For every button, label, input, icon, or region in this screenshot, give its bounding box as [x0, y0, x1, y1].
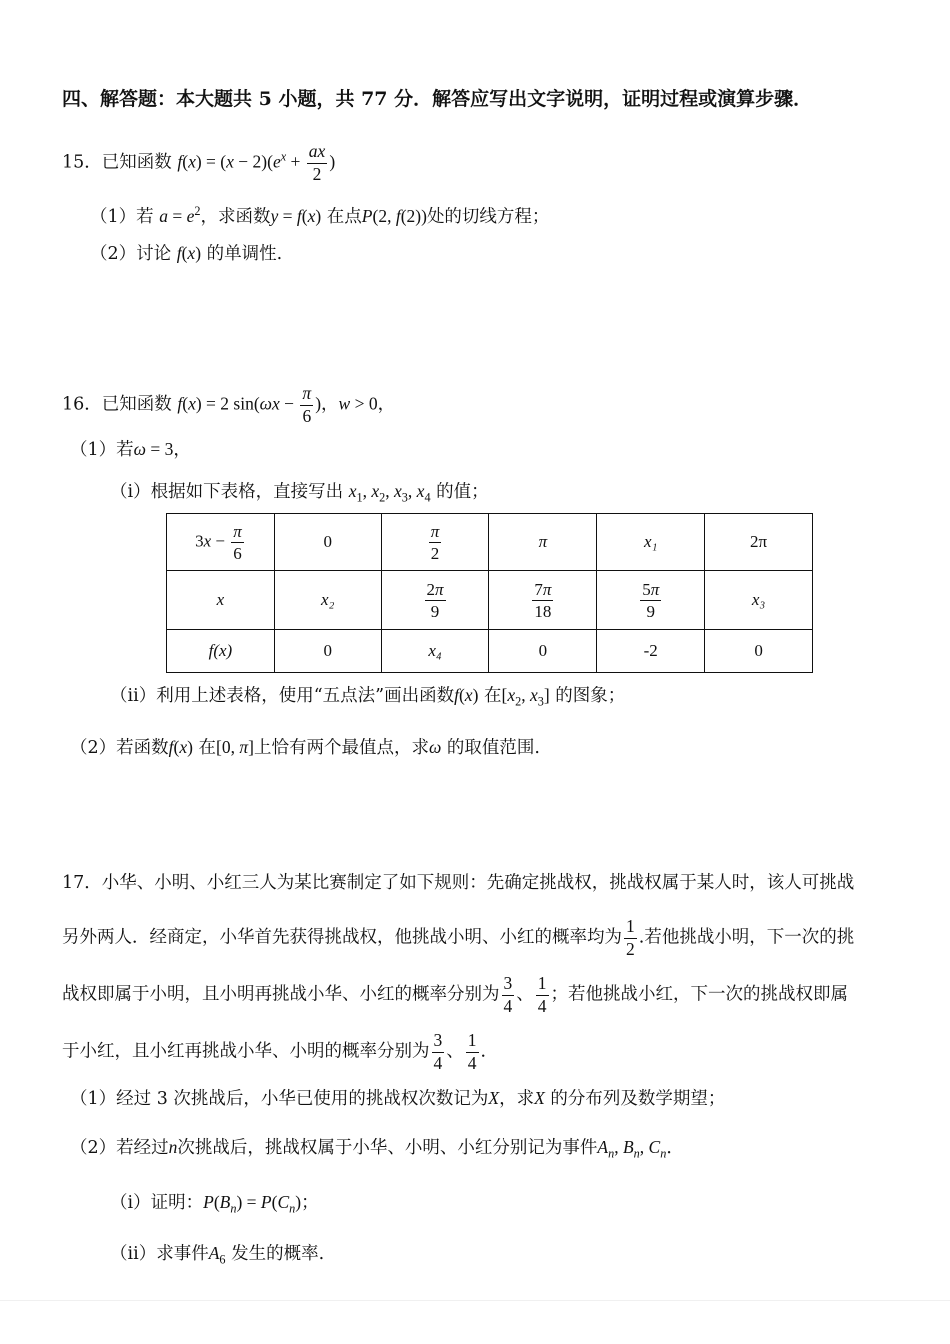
table-cell: x₁ — [597, 514, 705, 571]
table-cell: $\frac{5\pi}{9}$ — [597, 571, 705, 630]
q17-p1: 17．小华、小明、小红三人为某比赛制定了如下规则：先确定挑战权，挑战权属于某人时，该人可挑战 — [62, 873, 855, 893]
table-cell: 2π — [705, 514, 813, 571]
table-cell: 3x − $\frac{\pi}{6}$ — [167, 514, 275, 571]
table-cell: π — [489, 514, 597, 571]
table-cell: $\frac{7\pi}{18}$ — [489, 571, 597, 630]
table-cell: 0 — [705, 630, 813, 673]
table-row — [167, 630, 813, 673]
q15-number: 15． — [62, 152, 102, 173]
q15-intro: 已知函数 — [101, 152, 172, 173]
table-cell: -2 — [597, 630, 705, 673]
q15-stem: 15．已知函数 $f(x) = (x - 2)(e^x$ + $\frac{ax}{2}$ ) — [62, 141, 336, 184]
q17-part2-ii: （ii）求事件$A_6$ 发生的概率. — [110, 1243, 325, 1267]
table-cell: x₂ — [274, 571, 381, 630]
q17-p3: 战权即属于小明，且小明再挑战小华、小红的概率分别为 $\frac{3}{4}$ 、 $\frac{1}{4}$ ；若他挑战小红，下一次的挑战权即属 — [62, 973, 848, 1016]
q16-part1: （1）若ω = 3， — [70, 439, 191, 460]
section-heading: 四、解答题：本大题共 5 小题，共 77 分．解答应写出文字说明，证明过程或演算步骤． — [62, 88, 813, 110]
q17-p2: 另外两人．经商定，小华首先获得挑战权，他挑战小明、小红的概率均为 $\frac{1}{2}$ .若他挑战小明，下一次的挑 — [62, 916, 855, 959]
table-cell: x — [167, 571, 275, 630]
table-cell: 0 — [274, 514, 381, 571]
table-row — [167, 571, 813, 630]
q15-part1: （1）若 $a = e^2$，求函数y = f(x) 在点P(2, f(2))处的切线方程； — [90, 204, 550, 227]
q17-part2-i: （i）证明：$P(B_n) = P(C_n)$； — [110, 1192, 319, 1216]
q16-stem: 16．已知函数 f(x) = 2 sin(ωx − $\frac{\pi}{6}$ )，w > 0， — [62, 383, 396, 426]
five-point-table — [166, 513, 813, 673]
table-cell: x₃ — [705, 571, 813, 630]
q15-part2: （2）讨论 f(x) 的单调性. — [90, 243, 283, 264]
q17-p4: 于小红，且小红再挑战小华、小明的概率分别为 $\frac{3}{4}$ 、 $\frac{1}{4}$ ． — [62, 1030, 498, 1073]
table-cell: $\frac{2\pi}{9}$ — [381, 571, 489, 630]
table-cell: $\frac{\pi}{2}$ — [381, 514, 489, 571]
q16-part2: （2）若函数f(x) 在[0, π]上恰有两个最值点，求ω 的取值范围. — [70, 737, 540, 758]
q17-part1: （1）经过 3 次挑战后，小华已使用的挑战权次数记为X，求X 的分布列及数学期望； — [70, 1088, 726, 1109]
table-row — [167, 514, 813, 571]
q17-part2: （2）若经过n次挑战后，挑战权属于小华、小明、小红分别记为事件$A_n$, $B_n$, $C_n$． — [70, 1137, 684, 1161]
table-cell: x₄ — [381, 630, 489, 673]
table-cell: 0 — [489, 630, 597, 673]
table-cell: f(x) — [167, 630, 275, 673]
q16-part1-ii: （ii）利用上述表格，使用“五点法”画出函数f(x) 在[$x_2$, $x_3$] 的图象； — [110, 685, 626, 709]
page-bottom-divider — [0, 1300, 950, 1301]
q16-part1-i: （i）根据如下表格，直接写出 $x_1$, $x_2$, $x_3$, $x_4$ 的值； — [110, 481, 489, 505]
table-cell: 0 — [274, 630, 381, 673]
